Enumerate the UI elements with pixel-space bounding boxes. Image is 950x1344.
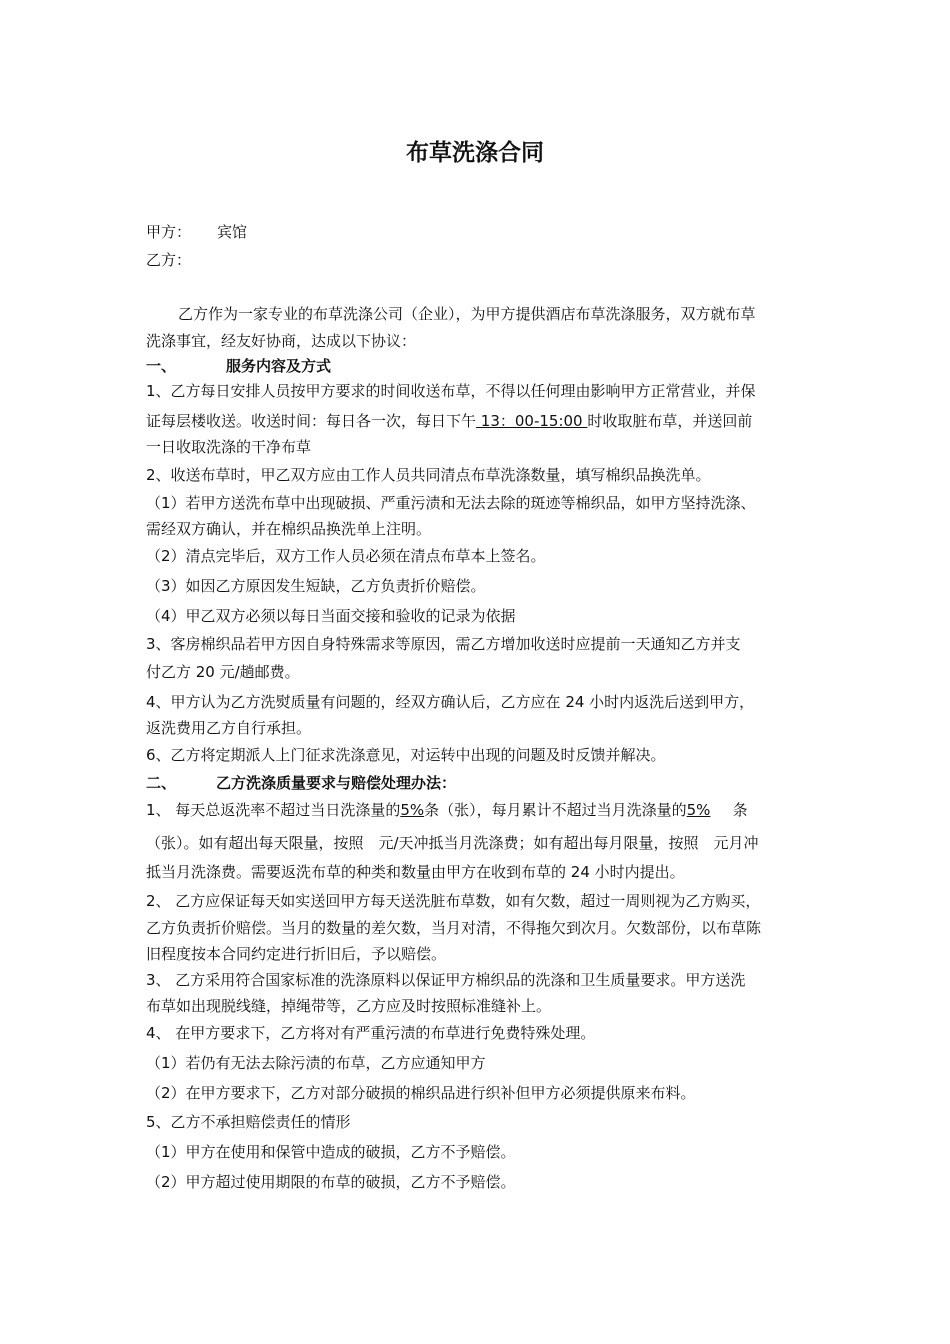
clause-2-1-line-1c: 条: [732, 801, 748, 819]
pickup-time: 13：00-15:00: [476, 412, 588, 430]
clause-2-3-line-2: 布草如出现脱线缝，掉绳带等，乙方应及时按照标准缝补上。: [146, 997, 552, 1015]
clause-2-4: 4、 在甲方要求下，乙方将对有严重污渍的布草进行免费特殊处理。: [146, 1024, 596, 1042]
section-2-heading: [146, 773, 456, 793]
clause-1-2-1-line-1: （1）若甲方送洗布草中出现破损、严重污渍和无法去除的斑迹等棉织品，如甲方坚持洗涤、: [146, 494, 756, 512]
clause-1-3-line-1: 3、客房棉织品若甲方因自身特殊需求等原因，需乙方增加收送时应提前一天通知乙方并支: [146, 635, 741, 653]
intro-line-1: 乙方作为一家专业的布草洗涤公司（企业），为甲方提供酒店布草洗涤服务，双方就布草: [178, 305, 756, 323]
clause-2-5: 5、乙方不承担赔偿责任的情形: [146, 1113, 351, 1131]
party-b-label: 乙方：: [146, 251, 192, 269]
daily-rewash-rate: 5%: [400, 801, 425, 819]
clause-1-1-line-3: 一日收取洗涤的干净布草: [146, 438, 312, 456]
clause-1-2-4: （4）甲乙双方必须以每日当面交接和验收的记录为依据: [146, 607, 516, 625]
clause-2-3-line-1: 3、 乙方采用符合国家标准的洗涤原料以保证甲方棉织品的洗涤和卫生质量要求。甲方送洗: [146, 971, 746, 989]
document-title: 布草洗涤合同: [406, 139, 544, 166]
section-2-title: 乙方洗涤质量要求与赔偿处理办法：: [216, 774, 457, 792]
clause-1-1-line-2b: 时收取脏布草，并送回前: [587, 412, 753, 430]
party-a-line: [146, 222, 247, 242]
clause-2-2-line-2: 乙方负责折价赔偿。当月的数量的差欠数，当月对清，不得拖欠到次月。欠数部份，以布草陈: [146, 919, 762, 937]
clause-1-1-line-2: [146, 411, 752, 431]
clause-2-2-line-3: 旧程度按本合同约定进行折旧后，予以赔偿。: [146, 945, 447, 963]
clause-1-1-line-2a: 证每层楼收送。收送时间：每日各一次，每日下午: [146, 412, 477, 430]
section-1-number: 一、: [146, 357, 177, 375]
clause-1-4-line-1: 4、甲方认为乙方洗熨质量有问题的，经双方确认后，乙方应在 24 小时内返洗后送到甲方，: [146, 693, 755, 711]
clause-2-4-1: （1）若仍有无法去除污渍的布草，乙方应通知甲方: [146, 1054, 486, 1072]
section-1-title: 服务内容及方式: [226, 357, 332, 375]
clause-2-1-line-2: （张）。如有超出每天限量，按照 元/天冲抵当月洗涤费；如有超出每月限量，按照 元月冲: [146, 834, 759, 852]
clause-2-2-line-1: 2、 乙方应保证每天如实送回甲方每天送洗脏布草数，如有欠数，超过一周则视为乙方购买，: [146, 892, 761, 910]
clause-1-2-3: （3）如因乙方原因发生短缺，乙方负责折价赔偿。: [146, 577, 486, 595]
section-2-number: 二、: [146, 774, 177, 792]
clause-2-5-1: （1）甲方在使用和保管中造成的破损，乙方不予赔偿。: [146, 1143, 516, 1161]
clause-2-4-2: （2）在甲方要求下，乙方对部分破损的棉织品进行织补但甲方必须提供原来布料。: [146, 1084, 696, 1102]
clause-2-1-line-1: [146, 800, 748, 820]
clause-1-3-line-2: 付乙方 20 元/趟邮费。: [146, 663, 300, 681]
clause-2-1-line-1b: 条（张），每月累计不超过当月洗涤量的: [424, 801, 687, 819]
clause-1-6: 6、乙方将定期派人上门征求洗涤意见，对运转中出现的问题及时反馈并解决。: [146, 746, 666, 764]
clause-1-1-line-1: 1、乙方每日安排人员按甲方要求的时间收送布草，不得以任何理由影响甲方正常营业，并保: [146, 382, 756, 400]
intro-line-2: 洗涤事宜，经友好协商，达成以下协议：: [146, 332, 417, 350]
clause-1-2: 2、收送布草时，甲乙双方应由工作人员共同清点布草洗涤数量，填写棉织品换洗单。: [146, 466, 711, 484]
clause-1-2-1-line-2: 需经双方确认，并在棉织品换洗单上注明。: [146, 520, 432, 538]
party-a-value: 宾馆: [217, 223, 248, 241]
clause-2-1-line-3: 抵当月洗涤费。需要返洗布草的种类和数量由甲方在收到布草的 24 小时内提出。: [146, 863, 685, 881]
party-b-line: [146, 250, 191, 270]
section-1-heading: [146, 356, 331, 376]
clause-1-2-2: （2）清点完毕后，双方工作人员必须在清点布草本上签名。: [146, 547, 546, 565]
clause-1-4-line-2: 返洗费用乙方自行承担。: [146, 719, 312, 737]
clause-2-5-2: （2）甲方超过使用期限的布草的破损，乙方不予赔偿。: [146, 1173, 516, 1191]
clause-2-1-line-1a: 1、 每天总返洗率不超过当日洗涤量的: [146, 801, 401, 819]
party-a-label: 甲方：: [146, 223, 192, 241]
monthly-rewash-rate: 5%: [686, 801, 711, 819]
